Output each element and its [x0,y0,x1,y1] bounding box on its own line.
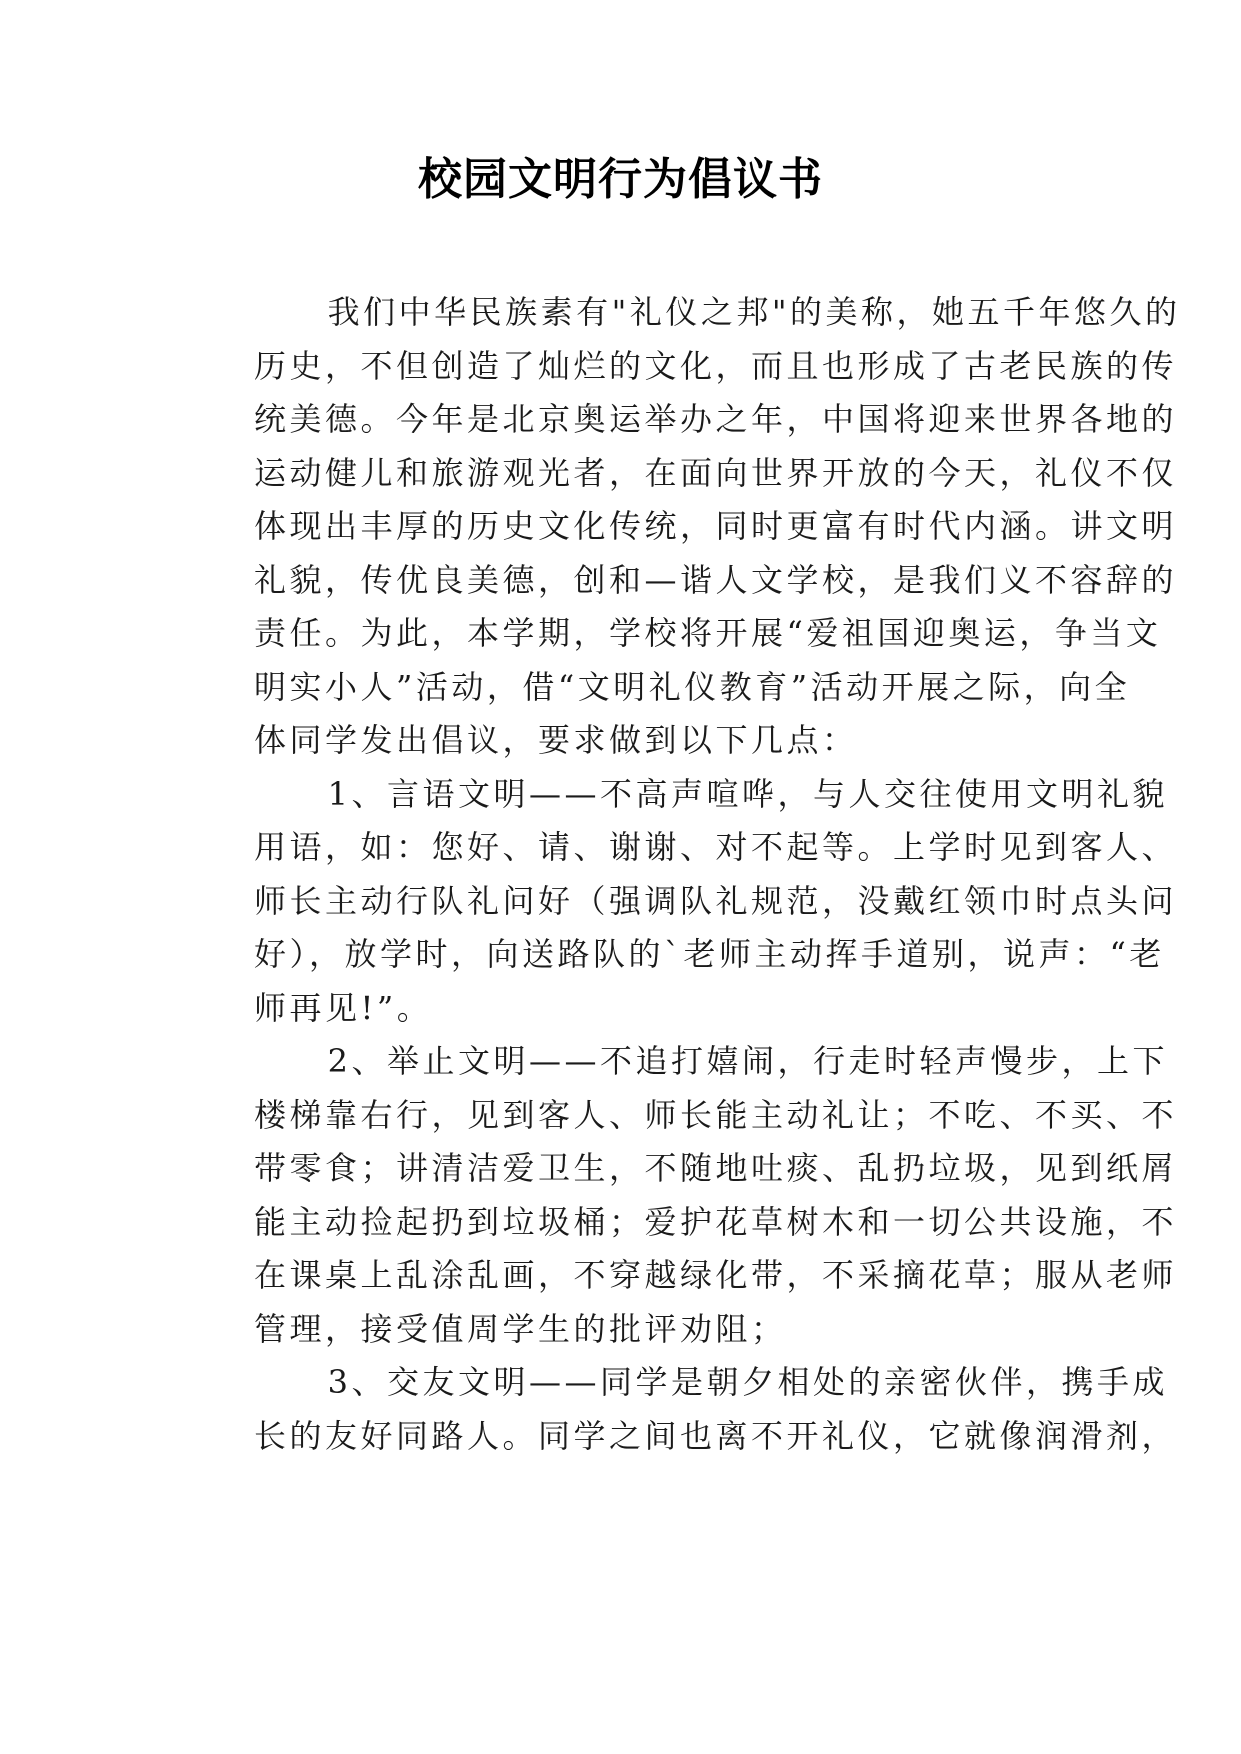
text-line: 用语，如：您好、请、谢谢、对不起等。上学时见到客人、 [254,828,1178,866]
paragraph-intro [190,286,1181,768]
text-line: 体现出丰厚的历史文化传统，同时更富有时代内涵。讲文明 [254,507,1178,545]
text-line: 我们中华民族素有"礼仪之邦"的美称，她五千年悠久的 [327,293,1181,331]
text-line: 1、言语文明——不高声喧哗，与人交往使用文明礼貌 [327,774,1168,813]
text-line: 师再见!”。 [254,988,433,1027]
text-line: 统美德。今年是北京奥运举办之年，中国将迎来世界各地的 [254,400,1178,438]
paragraph-speech [190,768,1178,1036]
text-line: 师长主动行队礼问好（强调队礼规范，没戴红领巾时点头问 [254,881,1178,920]
paragraph-friendship [190,1356,1178,1463]
text-line: 管理，接受值周学生的批评劝阻； [254,1309,787,1348]
text-line: 能主动捡起扔到垃圾桶；爱护花草树木和一切公共设施，不 [254,1202,1178,1241]
text-line: 带零食；讲清洁爱卫生，不随地吐痰、乱扔垃圾，见到纸屑 [254,1149,1178,1187]
text-line: 历史，不但创造了灿烂的文化，而且也形成了古老民族的传 [254,346,1178,385]
text-line: 明实小人”活动，借“文明礼仪教育”活动开展之际，向全 [254,667,1131,706]
paragraph-behavior [190,1035,1178,1356]
text-line: 体同学发出倡议，要求做到以下几点： [254,721,858,759]
text-line: 2、举止文明——不追打嬉闹，行走时轻声慢步，上下 [327,1042,1168,1080]
document-body [190,286,1181,1463]
text-line: 长的友好同路人。同学之间也离不开礼仪，它就像润滑剂， [254,1416,1178,1455]
text-line: 礼貌，传优良美德，创和—谐人文学校，是我们义不容辞的 [254,560,1178,599]
text-line: 3、交友文明——同学是朝夕相处的亲密伙伴，携手成 [327,1363,1168,1401]
text-line: 责任。为此，本学期，学校将开展“爱祖国迎奥运，争当文 [254,614,1162,652]
document-title: 校园文明行为倡议书 [418,154,823,205]
text-line: 在课桌上乱涂乱画，不穿越绿化带，不采摘花草；服从老师 [254,1256,1178,1294]
text-line: 运动健儿和旅游观光者，在面向世界开放的今天，礼仪不仅 [254,453,1178,492]
text-line: 好），放学时，向送路队的`老师主动挥手道别，说声：“老 [254,935,1165,973]
text-line: 楼梯靠右行，见到客人、师长能主动礼让；不吃、不买、不 [254,1095,1178,1134]
